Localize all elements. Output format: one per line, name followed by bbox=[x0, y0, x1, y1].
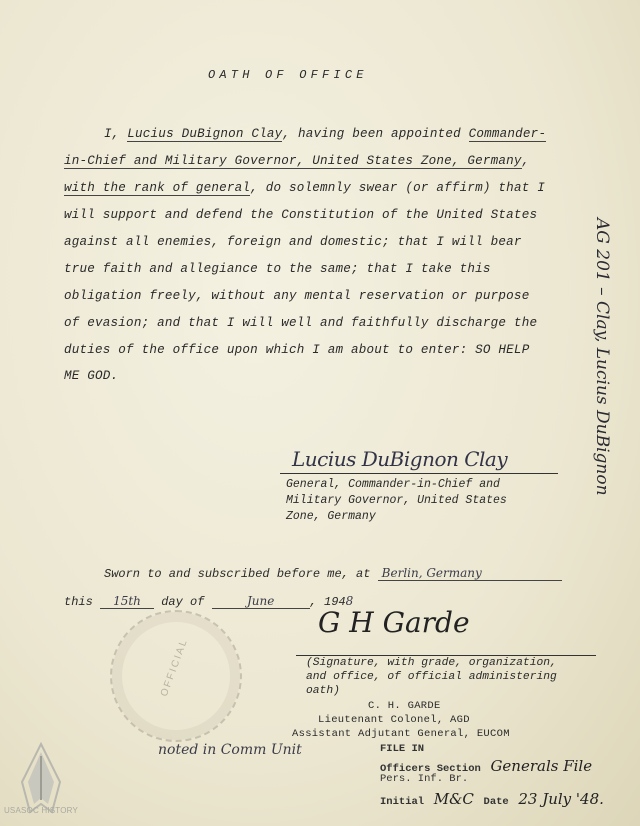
oath-text: , having been appointed bbox=[282, 127, 469, 141]
signer-title-line-2: Military Governor, United States bbox=[286, 494, 507, 507]
oath-line-3 bbox=[64, 181, 545, 195]
usasoc-history-logo-text: USASOC HISTORY bbox=[3, 806, 79, 815]
stamp-mark: OFFICIAL bbox=[158, 636, 191, 699]
handwritten-signature-clay: Lucius DuBignon Clay bbox=[292, 447, 508, 471]
file-initials-handwritten: M&C bbox=[433, 790, 474, 808]
file-section-label: Officers Section bbox=[380, 763, 481, 775]
appointment-title: Commander- bbox=[468, 127, 547, 141]
oath-line-4: will support and defend the Constitution of the United States bbox=[64, 208, 538, 222]
sworn-month: June bbox=[212, 594, 310, 609]
admin-signature-rule bbox=[296, 655, 596, 656]
appointment-title: in-Chief and Military Governor, United States Zone, Germany bbox=[64, 154, 522, 168]
file-date-label: Date bbox=[483, 796, 509, 808]
admin-name: C. H. GARDE bbox=[368, 700, 441, 712]
oath-line-8: of evasion; and that I will well and faithfully discharge the bbox=[64, 316, 538, 330]
oath-text: , bbox=[521, 154, 530, 168]
file-pers-label: Pers. Inf. Br. bbox=[380, 773, 469, 785]
file-initial-label: Initial bbox=[380, 796, 425, 808]
sworn-line-1 bbox=[104, 566, 562, 581]
sworn-text: this bbox=[64, 595, 101, 609]
sworn-line-2 bbox=[64, 594, 353, 609]
sworn-text: Sworn to and subscribed before me, at bbox=[104, 567, 378, 581]
handwritten-noted-note: noted in Comm Unit bbox=[158, 742, 302, 758]
file-in-label: FILE IN bbox=[380, 743, 425, 755]
file-date-handwritten: 23 July '48. bbox=[518, 790, 604, 808]
sworn-text: , 194 bbox=[309, 595, 346, 609]
sworn-day: 15th bbox=[100, 594, 154, 609]
oath-line-6: true faith and allegiance to the same; that I take this bbox=[64, 262, 491, 276]
signer-title-line-1: General, Commander-in-Chief and bbox=[286, 478, 500, 491]
sworn-text: day of bbox=[154, 595, 212, 609]
sworn-place: Berlin, Germany bbox=[378, 566, 562, 581]
appointee-name: Lucius DuBignon Clay bbox=[127, 127, 283, 141]
oath-line-5: against all enemies, foreign and domestic; that I will bear bbox=[64, 235, 522, 249]
admin-rank: Lieutenant Colonel, AGD bbox=[318, 714, 470, 726]
sworn-year-digit: 8 bbox=[345, 594, 354, 608]
oath-line-2 bbox=[64, 154, 529, 168]
admin-caption-2: and office, of official administering bbox=[306, 671, 557, 683]
file-initial-line bbox=[380, 790, 604, 809]
admin-caption-1: (Signature, with grade, organization, bbox=[306, 657, 557, 669]
document-title: OATH OF OFFICE bbox=[208, 68, 368, 82]
signature-rule bbox=[280, 473, 558, 474]
faded-stamp bbox=[110, 610, 242, 742]
oath-text: , do solemnly swear (or affirm) that I bbox=[250, 181, 545, 195]
appointment-rank: with the rank of general bbox=[64, 181, 251, 195]
oath-line-9: duties of the office upon which I am about to enter: SO HELP bbox=[64, 343, 530, 357]
oath-text: I, bbox=[104, 127, 128, 141]
admin-position: Assistant Adjutant General, EUCOM bbox=[292, 728, 510, 740]
oath-line-10: ME GOD. bbox=[64, 369, 119, 383]
handwritten-signature-garde: G H Garde bbox=[318, 606, 470, 639]
signer-title-line-3: Zone, Germany bbox=[286, 510, 376, 523]
handwritten-margin-note: AG 201 – Clay, Lucius DuBignon bbox=[592, 218, 612, 496]
file-section-handwritten: Generals File bbox=[490, 757, 593, 775]
admin-caption-3: oath) bbox=[306, 685, 340, 697]
oath-line-7: obligation freely, without any mental reservation or purpose bbox=[64, 289, 530, 303]
oath-line-1 bbox=[104, 127, 546, 141]
